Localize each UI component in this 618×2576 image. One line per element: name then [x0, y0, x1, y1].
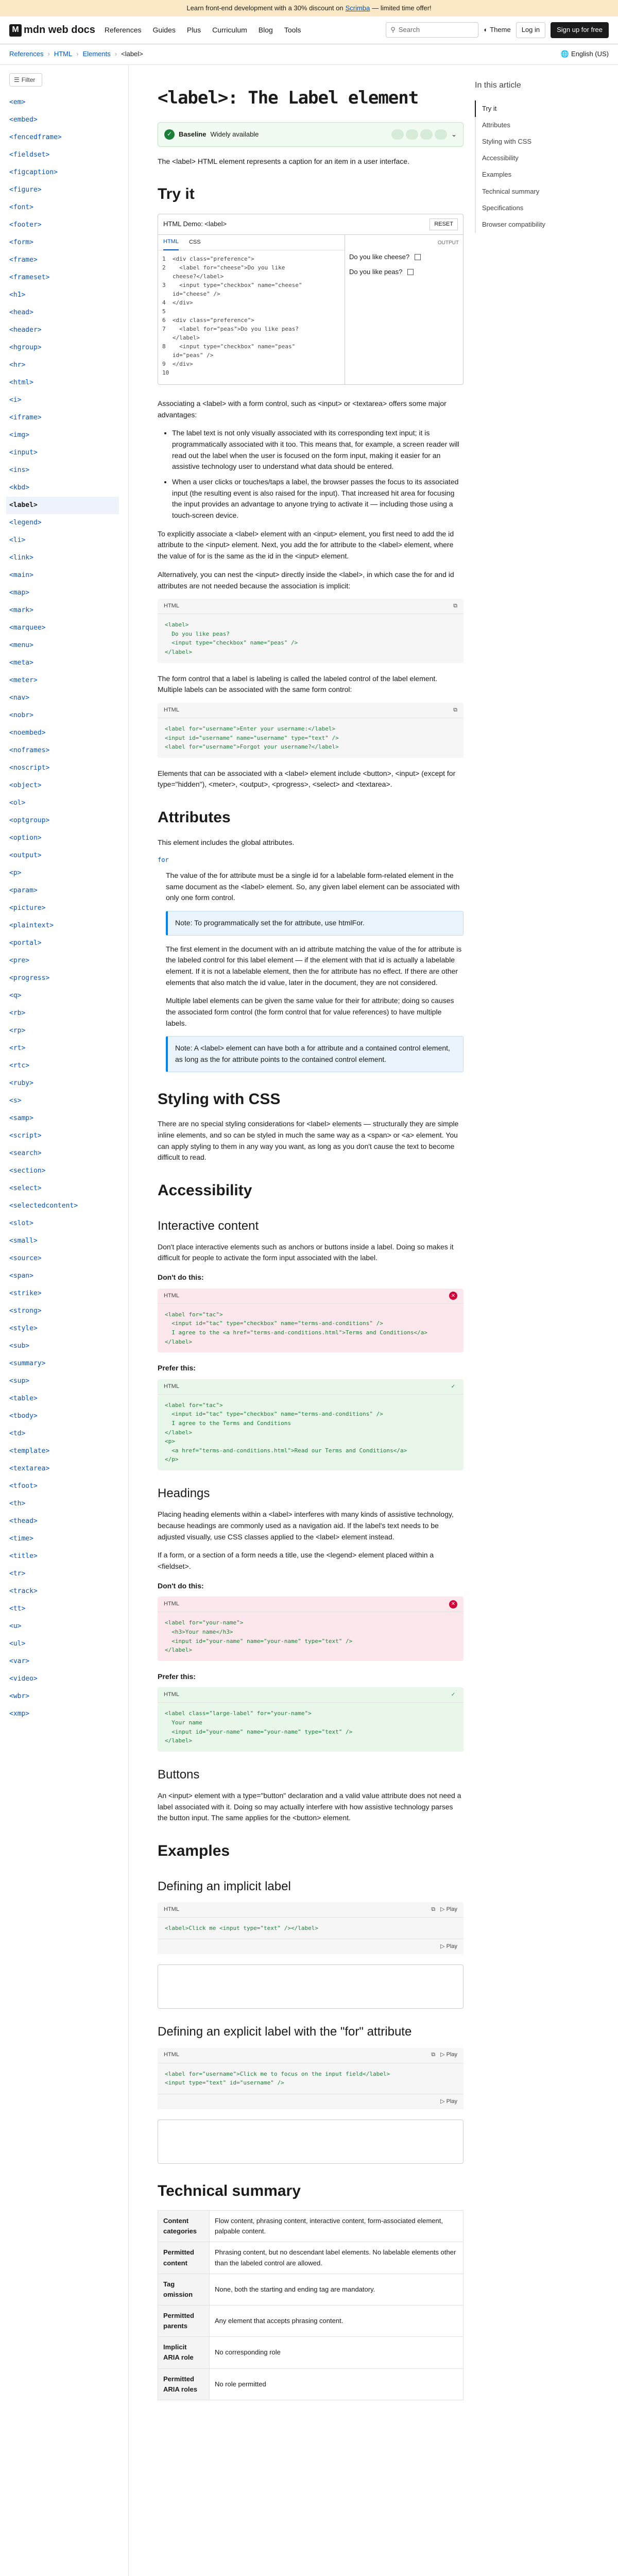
attr-for-term[interactable]: for	[158, 856, 169, 864]
good-code-block	[158, 1379, 464, 1470]
note-callout: Note: A <label> element can have both a for attribute and a contained control element, as long as the for attribute points to the contained control element.	[166, 1036, 464, 1072]
sidebar-item[interactable]: <video>	[9, 1674, 38, 1683]
paragraph: Multiple label elements can be given the same value for their for attribute; doing so causes the associated form control (the form control that for value references) to have multiple labels.	[166, 996, 454, 1027]
note-callout: Note: To programmatically set the for attribute, use htmlFor.	[166, 911, 464, 936]
menu-plus[interactable]: Plus	[186, 25, 201, 34]
sidebar-item[interactable]: <label>	[6, 497, 119, 514]
page-title: <label>: The Label element	[158, 88, 419, 108]
code-lang: HTML	[164, 603, 179, 609]
sidebar-item[interactable]: <search>	[9, 1149, 42, 1157]
sidebar-item[interactable]: <sub>	[9, 1342, 30, 1350]
globe-icon: 🌐	[560, 50, 570, 58]
language-select[interactable]	[561, 49, 609, 59]
toc-item[interactable]: Technical summary	[475, 183, 587, 200]
row-value: Any element that accepts phrasing content.	[210, 2306, 464, 2337]
output-cheese-label[interactable]: Do you like cheese?	[349, 253, 410, 261]
code-content: <label for="tac"> <input id="tac" type="checkbox" name="terms-and-conditions" /> I agree to the Terms and Conditions </label> <p> <a href="terms-and-conditions.html">Read our Terms and Conditions</a> </p>	[165, 1401, 407, 1463]
check-icon: ✓	[451, 1692, 456, 1698]
sidebar-item[interactable]: <ruby>	[9, 1079, 33, 1087]
browser-icon	[420, 129, 433, 140]
row-value: No role permitted	[210, 2368, 464, 2400]
sidebar-item[interactable]: <frameset>	[9, 273, 50, 281]
sidebar-item[interactable]: <rt>	[9, 1044, 26, 1052]
code-content: <label for="username">Click me to focus on the input field</label> <input type="text" id="username" />	[165, 2070, 390, 2087]
table-row	[158, 2242, 464, 2274]
sidebar-item[interactable]: <u>	[9, 1622, 22, 1630]
sidebar-item[interactable]: <hgroup>	[9, 343, 42, 351]
code-editor[interactable]	[158, 235, 345, 384]
table-row	[158, 2211, 464, 2242]
attr-for-desc-cont	[166, 944, 464, 1029]
sidebar-item[interactable]: <strike>	[9, 1289, 42, 1297]
sidebar-item[interactable]: <output>	[9, 851, 42, 859]
paragraph: Elements that can be associated with a <label> element include <button>, <input> (except for type="hidden"), <meter>, <output>, <progress>, <select> and <textarea>.	[158, 769, 456, 789]
sidebar	[0, 65, 129, 2576]
sidebar-item[interactable]: <tt>	[9, 1604, 26, 1613]
play-label: Play	[446, 2098, 457, 2105]
code-lang: HTML	[164, 1906, 179, 1912]
sidebar-item[interactable]: <param>	[9, 886, 38, 894]
row-value: Flow content, phrasing content, interactive content, form-associated element, palpable content.	[210, 2211, 464, 2242]
sidebar-item[interactable]: <i>	[9, 396, 22, 404]
dont-label: Don't do this:	[158, 1273, 204, 1282]
toc-list	[475, 100, 587, 233]
baseline-label: Baseline	[179, 130, 207, 138]
search-placeholder: Search	[398, 26, 420, 34]
paragraph: Alternatively, you can nest the <input> directly inside the <label>, in which case the for and id attributes are not needed because the association is implicit:	[158, 570, 454, 590]
peas-checkbox[interactable]	[407, 269, 414, 275]
copy-icon[interactable]: ⧉	[453, 706, 457, 713]
article	[129, 65, 464, 2576]
code-content: <label>Click me <input type="text" /></label>	[165, 1924, 319, 1931]
sidebar-item[interactable]: <rb>	[9, 1009, 26, 1017]
cheese-checkbox[interactable]	[415, 254, 421, 260]
heading-example-1: Defining an implicit label	[158, 1879, 291, 1893]
toc-item[interactable]: Styling with CSS	[475, 133, 587, 150]
heading-accessibility: Accessibility	[158, 1182, 252, 1199]
play-button[interactable]: ▷ Play	[440, 1906, 457, 1912]
sidebar-item[interactable]: <portal>	[9, 939, 42, 947]
crumb-references[interactable]: References	[9, 50, 44, 58]
play-button[interactable]: ▷ Play	[440, 2098, 457, 2105]
sidebar-item[interactable]: <em>	[9, 98, 26, 106]
paragraph: Associating a <label> with a form control, such as <input> or <textarea> offers some major advantages:	[158, 399, 447, 419]
menu-references[interactable]: References	[104, 25, 142, 34]
toc-item[interactable]: Specifications	[475, 200, 587, 216]
toc-item[interactable]: Attributes	[475, 117, 587, 133]
search-input[interactable]	[386, 22, 478, 38]
code-content: <label for="your-name"> <h3>Your name</h3> <input id="your-name" name="your-name" type="text" /> </label>	[165, 1619, 353, 1654]
sidebar-item[interactable]: <menu>	[9, 641, 33, 649]
chevron-down-icon[interactable]: ⌄	[451, 130, 457, 138]
sidebar-item[interactable]: <hr>	[9, 361, 26, 369]
code-lang: HTML	[164, 706, 179, 713]
sidebar-list	[9, 94, 119, 1723]
technical-summary-table	[158, 2210, 464, 2400]
sidebar-item[interactable]: <slot>	[9, 1219, 33, 1227]
browser-icon	[435, 129, 447, 140]
sidebar-item[interactable]: <strong>	[9, 1307, 42, 1315]
paragraph: To explicitly associate a <label> element with an <input> element, you first need to add the id attribute to the <input> element. Next, you add the for attribute to the <label> element, where the value of for is the same as the id in the <input> element.	[158, 529, 454, 561]
sidebar-item[interactable]: <select>	[9, 1184, 42, 1192]
sidebar-item[interactable]: <tr>	[9, 1569, 26, 1578]
sidebar-item[interactable]: <nobr>	[9, 711, 33, 719]
sidebar-item[interactable]: <xmp>	[9, 1709, 30, 1718]
sidebar-item[interactable]: <ul>	[9, 1639, 26, 1648]
toc-item[interactable]: Try it	[475, 100, 587, 117]
sidebar-item[interactable]: <meter>	[9, 676, 38, 684]
code-lang: HTML	[164, 2052, 179, 2058]
code-block	[158, 1902, 464, 1955]
code-block	[158, 2048, 464, 2109]
error-icon: ✕	[449, 1292, 457, 1300]
row-key: Implicit ARIA role	[158, 2337, 210, 2368]
table-row	[158, 2274, 464, 2305]
chevron-right-icon: ›	[114, 50, 117, 58]
table-row	[158, 2306, 464, 2337]
sidebar-item[interactable]: <summary>	[9, 1359, 46, 1367]
code-content: <label class="large-label" for="your-name"> Your name <input id="your-name" name="your-name" type="text" /> </label>	[165, 1710, 353, 1744]
menu-guides[interactable]: Guides	[152, 25, 176, 34]
row-value: Phrasing content, but no descendant label elements. No labelable elements other than the labeled control are allowed.	[210, 2242, 464, 2274]
login-button[interactable]: Log in	[516, 22, 545, 38]
paragraph: There are no special styling considerations for <label> elements — structurally they are simple inline elements, and so can be styled in much the same way as a <span> or <a> element. You can apply styling to them in any way you want, as long as you don't cause the text to become difficult to read.	[158, 1120, 459, 1162]
sidebar-item[interactable]: <input>	[9, 448, 38, 456]
sidebar-item[interactable]: <td>	[9, 1429, 26, 1437]
crumb-elements[interactable]: Elements	[82, 50, 111, 58]
demo-code[interactable]: 1 <div class="preference"> 2 <label for="cheese">Do you like cheese?</label> 3 <input type="checkbox" name="cheese" id="cheese" /> 4 </div> 5 6 <div class="preference"> 7 <label for="peas">Do you like peas? </label> 8 <input type="checkbox" name="peas" id="peas" /> 9 </div> 10	[162, 255, 302, 377]
play-label: Play	[446, 1906, 457, 1912]
sidebar-item[interactable]: <head>	[9, 308, 33, 316]
intro-paragraph: The <label> HTML element represents a caption for an item in a user interface.	[158, 157, 409, 165]
browser-icon	[406, 129, 418, 140]
menu-curriculum[interactable]: Curriculum	[212, 25, 247, 34]
sidebar-item[interactable]: <embed>	[9, 115, 38, 124]
sidebar-item[interactable]: <footer>	[9, 221, 42, 229]
heading-styling: Styling with CSS	[158, 1090, 281, 1108]
sidebar-item[interactable]: <title>	[9, 1552, 38, 1560]
sidebar-item[interactable]: <fencedframe>	[9, 133, 62, 141]
chevron-right-icon: ›	[76, 50, 79, 58]
play-button[interactable]: ▷ Play	[440, 1943, 457, 1950]
output-peas[interactable]	[349, 267, 459, 277]
sidebar-item[interactable]: <li>	[9, 536, 26, 544]
sidebar-item[interactable]: <rtc>	[9, 1061, 30, 1070]
sidebar-item[interactable]: <noembed>	[9, 728, 46, 737]
code-content: <label for="tac"> <input id="tac" type="checkbox" name="terms-and-conditions" /> I agree to the <a href="terms-and-conditions.html">Terms and Conditions</a> </label>	[165, 1311, 427, 1345]
code-lang: HTML	[164, 1601, 179, 1607]
reset-button[interactable]: RESET	[430, 218, 458, 230]
sidebar-item[interactable]: <progress>	[9, 974, 50, 982]
paragraph: Don't place interactive elements such as anchors or buttons inside a label. Doing so makes it difficult for people to activate the form input associated with the label.	[158, 1242, 454, 1262]
sidebar-item[interactable]: <time>	[9, 1534, 33, 1543]
sidebar-item[interactable]: <sup>	[9, 1377, 30, 1385]
paragraph: The value of the for attribute must be a single id for a labelable form-related element in the same document as the <label> element. So, any given label element can be associated with only one form control.	[166, 871, 460, 902]
sidebar-item[interactable]: <noscript>	[9, 764, 50, 772]
sidebar-item[interactable]: <source>	[9, 1254, 42, 1262]
menu-blog[interactable]: Blog	[258, 25, 273, 34]
sidebar-item[interactable]: <section>	[9, 1166, 46, 1175]
toc-item[interactable]: Examples	[475, 166, 587, 183]
breadcrumb	[0, 44, 618, 65]
sidebar-item[interactable]: <thead>	[9, 1517, 38, 1525]
menu-tools[interactable]: Tools	[284, 25, 301, 34]
paragraph: The first element in the document with an id attribute matching the value of the for attribute is the labeled control for this label element — if the element with that id is actually a labelable element. If it is not a labelable element, then the for attribute has no effect. If there are other elements that also match the id value, later in the document, they are not considered.	[166, 944, 462, 987]
banner-text: Learn front-end development with a 30% discount on	[186, 4, 344, 12]
sidebar-item[interactable]: <html>	[9, 378, 33, 386]
sidebar-item[interactable]: <font>	[9, 203, 33, 211]
banner-link[interactable]: Scrimba	[345, 4, 370, 12]
sidebar-item[interactable]: <img>	[9, 431, 30, 439]
row-key: Tag omission	[158, 2274, 210, 2305]
paragraph: An <input> element with a type="button" declaration and a valid value attribute does not need a label associated with it. Doing so may actually interfere with how assistive technology parses the button input. The same applies for the <button> element.	[158, 1791, 461, 1822]
output-peas-label[interactable]: Do you like peas?	[349, 267, 403, 276]
example-output-frame	[158, 1964, 464, 2009]
play-button[interactable]: ▷ Play	[440, 2052, 457, 2058]
advantages-list	[172, 428, 464, 521]
sidebar-item[interactable]: <th>	[9, 1499, 26, 1507]
sidebar-item[interactable]: <noframes>	[9, 746, 50, 754]
heading-example-2: Defining an explicit label with the "for" attribute	[158, 2025, 412, 2039]
mdn-logo[interactable]	[9, 22, 95, 38]
crumb-current: <label>	[121, 50, 143, 58]
tab-html[interactable]: HTML	[163, 234, 179, 250]
output-label: OUTPUT	[437, 240, 459, 246]
sidebar-item[interactable]: <iframe>	[9, 413, 42, 421]
sidebar-item[interactable]: <ins>	[9, 466, 30, 474]
sidebar-item[interactable]: <nav>	[9, 693, 30, 702]
code-content: <label> Do you like peas? <input type="checkbox" name="peas" /> </label>	[165, 621, 298, 655]
sidebar-item[interactable]: <marquee>	[9, 623, 46, 632]
prefer-label: Prefer this:	[158, 1672, 196, 1681]
sidebar-item[interactable]: <meta>	[9, 658, 33, 667]
sidebar-item[interactable]: <span>	[9, 1272, 33, 1280]
chevron-right-icon: ›	[47, 50, 50, 58]
code-content: <label for="username">Enter your username:</label> <input id="username" name="username" type="text" /> <label for="username">Forgot your username?</label>	[165, 725, 339, 751]
paragraph: Placing heading elements within a <label> interferes with many kinds of assistive technology, because headings are commonly used as a navigation aid. If the label's text needs to be adjusted visually, use CSS classes applied to the <label> element instead.	[158, 1510, 454, 1541]
attr-for-desc	[166, 870, 464, 904]
bad-code-block	[158, 1597, 464, 1660]
table-row	[158, 2368, 464, 2400]
check-icon: ✓	[164, 129, 175, 140]
sidebar-item[interactable]: <tfoot>	[9, 1482, 38, 1490]
sidebar-item[interactable]: <s>	[9, 1096, 22, 1105]
heading-examples: Examples	[158, 1842, 230, 1860]
sidebar-item[interactable]: <selectedcontent>	[9, 1201, 78, 1210]
prefer-label: Prefer this:	[158, 1364, 196, 1372]
sidebar-item[interactable]: <small>	[9, 1236, 38, 1245]
output-cheese[interactable]	[349, 252, 459, 262]
list-item: • The label text is not only visually associated with its corresponding text input; it is programmatically associated with it too. This means that, for example, a screen reader will read out the label when the user is focused on the form input, making it easier for an assistive technology user to understand what data should be entered.	[172, 428, 464, 472]
sidebar-item[interactable]: <fieldset>	[9, 150, 50, 159]
code-lang: HTML	[164, 1292, 179, 1299]
sidebar-item[interactable]: <template>	[9, 1447, 50, 1455]
row-value: No corresponding role	[210, 2337, 464, 2368]
code-lang: HTML	[164, 1691, 179, 1698]
sidebar-item[interactable]: <legend>	[9, 518, 42, 527]
row-value: None, both the starting and ending tag are mandatory.	[210, 2274, 464, 2305]
copy-icon[interactable]: ⧉	[453, 603, 457, 609]
paragraph: If a form, or a section of a form needs a title, use the <legend> element placed within a <fieldset>.	[158, 1551, 434, 1570]
list-item: • When a user clicks or touches/taps a label, the browser passes the focus to its associated input (the resulting event is also raised for the input). That increased hit area for focusing the input provides an advantage to anyone trying to activate it — including those using a touch-screen device.	[172, 477, 464, 521]
toc-item[interactable]: Browser compatibility	[475, 216, 587, 233]
sidebar-item[interactable]: <script>	[9, 1131, 42, 1140]
row-key: Content categories	[158, 2211, 210, 2242]
code-lang: HTML	[164, 1383, 179, 1389]
filter-label: Filter	[21, 76, 36, 83]
sidebar-item[interactable]: <main>	[9, 571, 33, 579]
heading-summary: Technical summary	[158, 2182, 301, 2199]
paragraph: This element includes the global attributes.	[158, 838, 295, 846]
sidebar-item[interactable]: <pre>	[9, 956, 30, 964]
sidebar-item[interactable]: <figure>	[9, 185, 42, 194]
play-label: Play	[446, 1943, 457, 1950]
baseline-desc: Widely available	[210, 130, 259, 138]
sidebar-item[interactable]: <kbd>	[9, 483, 30, 492]
sidebar-item[interactable]: <wbr>	[9, 1692, 30, 1700]
sidebar-item[interactable]: <map>	[9, 588, 30, 597]
sidebar-item[interactable]: <textarea>	[9, 1464, 50, 1472]
paragraph: The form control that a label is labeling is called the labeled control of the label element. Multiple labels can be associated with the same form control:	[158, 674, 438, 694]
demo-output	[345, 235, 463, 384]
code-block	[158, 599, 464, 663]
heading-buttons: Buttons	[158, 1767, 200, 1782]
dont-label: Don't do this:	[158, 1581, 204, 1590]
sidebar-item[interactable]: <rp>	[9, 1026, 26, 1035]
toc-title: In this article	[475, 81, 521, 90]
language-label: English (US)	[571, 50, 609, 58]
top-nav	[0, 16, 618, 44]
signup-button[interactable]: Sign up for free	[551, 22, 609, 38]
play-label: Play	[446, 2052, 457, 2058]
tab-css[interactable]: CSS	[188, 239, 201, 245]
sidebar-item[interactable]: <var>	[9, 1657, 30, 1665]
sidebar-item[interactable]: <samp>	[9, 1114, 33, 1122]
theme-label: Theme	[490, 26, 511, 34]
heading-interactive: Interactive content	[158, 1218, 259, 1233]
sidebar-item[interactable]: <option>	[9, 834, 42, 842]
sidebar-item[interactable]: <track>	[9, 1587, 38, 1595]
sidebar-item[interactable]: <h1>	[9, 291, 26, 299]
interactive-demo	[158, 214, 464, 385]
sidebar-item[interactable]: <object>	[9, 781, 42, 789]
theme-button[interactable]	[484, 25, 510, 35]
mdn-m-icon: M	[9, 24, 22, 37]
filter-input[interactable]	[9, 73, 42, 87]
row-key: Permitted parents	[158, 2306, 210, 2337]
demo-title: HTML Demo: <label>	[163, 220, 227, 228]
search-icon: ⚲	[390, 26, 396, 34]
copy-icon[interactable]: ⧉	[431, 2052, 436, 2058]
theme-icon: ◐	[484, 26, 488, 34]
sidebar-item[interactable]: <q>	[9, 991, 22, 999]
sidebar-item[interactable]: <p>	[9, 869, 22, 877]
sidebar-item[interactable]: <mark>	[9, 606, 33, 614]
bad-code-block	[158, 1289, 464, 1352]
error-icon: ✕	[449, 1600, 457, 1608]
heading-headings: Headings	[158, 1486, 210, 1501]
filter-icon: ☰	[14, 76, 20, 83]
sidebar-item[interactable]: <form>	[9, 238, 33, 246]
sidebar-item[interactable]: <table>	[9, 1394, 38, 1402]
row-key: Permitted content	[158, 2242, 210, 2274]
crumb-html[interactable]: HTML	[54, 50, 73, 58]
example-output-frame	[158, 2120, 464, 2164]
sidebar-item[interactable]: <picture>	[9, 904, 46, 912]
sidebar-item[interactable]: <style>	[9, 1324, 38, 1332]
table-of-contents	[464, 65, 587, 2576]
sidebar-item[interactable]: <plaintext>	[9, 921, 54, 929]
copy-icon[interactable]: ⧉	[431, 1906, 436, 1912]
table-row	[158, 2337, 464, 2368]
baseline-badge[interactable]	[158, 122, 464, 147]
nav-actions	[386, 22, 609, 38]
sidebar-item[interactable]: <header>	[9, 326, 42, 334]
good-code-block	[158, 1687, 464, 1751]
check-icon: ✓	[451, 1383, 456, 1389]
sidebar-item[interactable]: <link>	[9, 553, 33, 562]
heading-attributes: Attributes	[158, 809, 231, 826]
browser-support-icons	[391, 129, 447, 140]
sidebar-item[interactable]: <figcaption>	[9, 168, 58, 176]
sidebar-item[interactable]: <frame>	[9, 256, 38, 264]
sidebar-item[interactable]: <optgroup>	[9, 816, 50, 824]
banner-tail: — limited time offer!	[372, 4, 432, 12]
browser-icon	[391, 129, 404, 140]
code-block	[158, 703, 464, 758]
toc-item[interactable]: Accessibility	[475, 150, 587, 166]
row-key: Permitted ARIA roles	[158, 2368, 210, 2400]
main-menu	[105, 25, 301, 36]
sidebar-item[interactable]: <tbody>	[9, 1412, 38, 1420]
sidebar-item[interactable]: <ol>	[9, 799, 26, 807]
logo-text: mdn web docs	[24, 24, 95, 36]
heading-try-it: Try it	[158, 185, 195, 203]
promo-banner	[0, 0, 618, 16]
